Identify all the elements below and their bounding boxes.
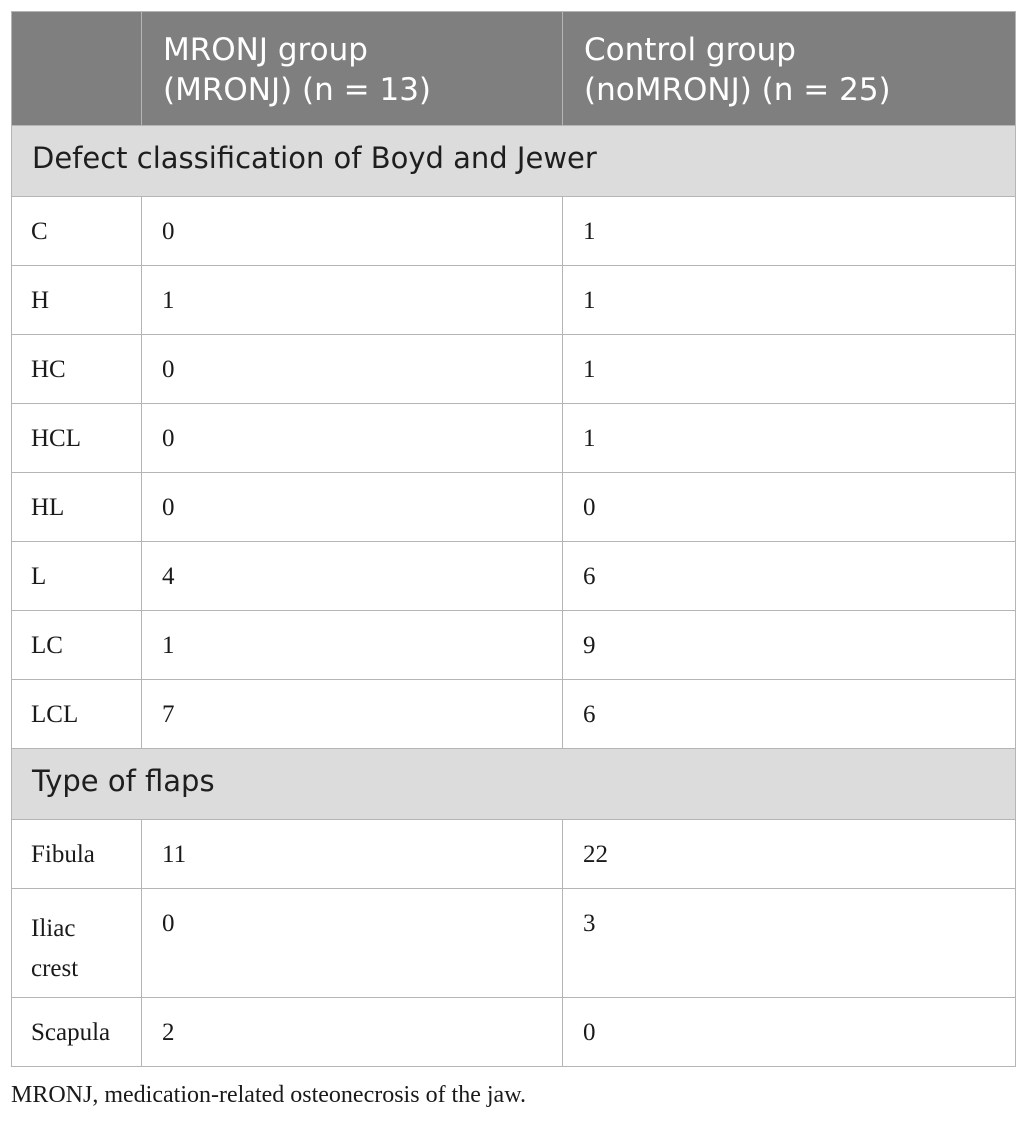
mronj-value: 0 (142, 197, 563, 266)
header-mronj-line2: (MRONJ) (n = 13) (163, 72, 432, 108)
table-row (12, 404, 1016, 473)
table-row (12, 542, 1016, 611)
control-value: 1 (563, 335, 1016, 404)
section-row-defect-classification (12, 126, 1016, 197)
table-row (12, 680, 1016, 749)
header-row (12, 12, 1016, 126)
control-value: 1 (563, 197, 1016, 266)
section-title: Defect classification of Boyd and Jewer (12, 126, 1016, 197)
row-label: L (12, 542, 142, 611)
table-row (12, 998, 1016, 1067)
table-footnote: MRONJ, medication-related osteonecrosis of the jaw. (11, 1082, 526, 1108)
control-value: 1 (563, 404, 1016, 473)
row-label: Scapula (12, 998, 142, 1067)
control-value: 1 (563, 266, 1016, 335)
row-label: LC (12, 611, 142, 680)
section-row-type-of-flaps (12, 749, 1016, 820)
table-row (12, 820, 1016, 889)
table-row (12, 197, 1016, 266)
control-value: 9 (563, 611, 1016, 680)
mronj-value: 4 (142, 542, 563, 611)
row-label: HC (12, 335, 142, 404)
header-mronj-group (142, 12, 563, 126)
mronj-value: 0 (142, 335, 563, 404)
header-control-line2: (noMRONJ) (n = 25) (584, 72, 891, 108)
mronj-value: 0 (142, 889, 563, 998)
mronj-value: 0 (142, 473, 563, 542)
header-control-group (563, 12, 1016, 126)
row-label: LCL (12, 680, 142, 749)
mronj-value: 11 (142, 820, 563, 889)
header-empty-cell (12, 12, 142, 126)
table-row (12, 335, 1016, 404)
header-mronj-line1: MRONJ group (163, 32, 368, 68)
row-label: HCL (12, 404, 142, 473)
header-control-line1: Control group (584, 32, 796, 68)
mronj-value: 2 (142, 998, 563, 1067)
control-value: 6 (563, 680, 1016, 749)
control-value: 0 (563, 473, 1016, 542)
table-row (12, 473, 1016, 542)
row-label: C (12, 197, 142, 266)
control-value: 3 (563, 889, 1016, 998)
row-label: Fibula (12, 820, 142, 889)
data-table (11, 11, 1016, 1067)
control-value: 22 (563, 820, 1016, 889)
mronj-value: 7 (142, 680, 563, 749)
row-label-line1: Iliac (31, 915, 76, 942)
mronj-value: 0 (142, 404, 563, 473)
mronj-value: 1 (142, 266, 563, 335)
table-row (12, 889, 1016, 998)
row-label (12, 889, 142, 998)
control-value: 0 (563, 998, 1016, 1067)
table-row (12, 611, 1016, 680)
table-row (12, 266, 1016, 335)
row-label: H (12, 266, 142, 335)
section-title: Type of flaps (12, 749, 1016, 820)
mronj-value: 1 (142, 611, 563, 680)
row-label-line2: crest (31, 955, 79, 982)
row-label: HL (12, 473, 142, 542)
control-value: 6 (563, 542, 1016, 611)
